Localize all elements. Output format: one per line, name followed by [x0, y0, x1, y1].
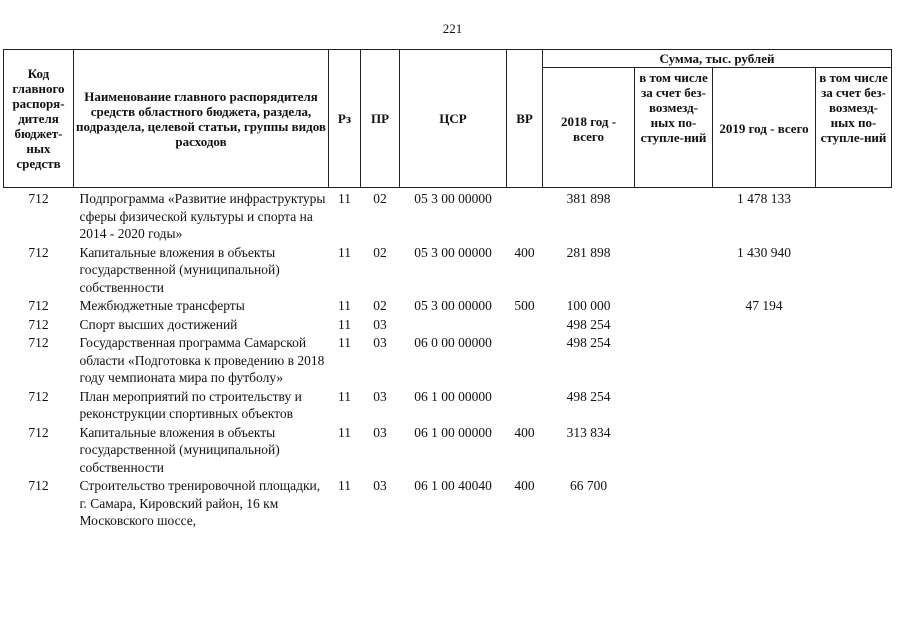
cell-pr: 03	[373, 424, 387, 440]
table-row	[4, 423, 892, 477]
cell-code: 712	[28, 316, 49, 332]
cell-name: План мероприятий по строительству и реконструкции спортивных объектов	[79, 388, 302, 421]
cell-name: Капитальные вложения в объекты государственной (муниципальной) собственности	[79, 424, 280, 475]
cell-2019	[713, 476, 816, 530]
cell-pr: 02	[373, 191, 387, 206]
header-vr: ВР	[507, 50, 543, 188]
cell-csr: 05 3 00 00000	[414, 191, 492, 206]
cell-code: 712	[28, 244, 49, 260]
cell-2018-free	[635, 333, 713, 387]
cell-pr: 02	[373, 298, 387, 313]
cell-2019	[713, 423, 816, 477]
cell-rz: 11	[338, 316, 351, 332]
table-row	[4, 476, 892, 530]
cell-csr: 06 1 00 00000	[414, 424, 492, 440]
cell-vr	[507, 315, 543, 334]
header-code: Код главного распоря-дителя бюджет-ных средств	[4, 50, 74, 188]
cell-2019	[713, 315, 816, 334]
cell-name: Подпрограмма «Развитие инфраструктуры сферы физической культуры и спорта на 2014 - 2020 годы»	[79, 191, 326, 241]
cell-2018: 498 254	[566, 316, 611, 332]
cell-2019-free	[816, 296, 892, 315]
table-row	[4, 315, 892, 334]
table-row	[4, 387, 892, 423]
cell-2018: 381 898	[566, 191, 611, 206]
cell-2019: 47 194	[745, 298, 783, 313]
cell-2018-free	[635, 188, 713, 243]
cell-2018-free	[635, 387, 713, 423]
cell-2019	[713, 387, 816, 423]
table-row	[4, 188, 892, 243]
cell-2019: 1 430 940	[737, 244, 791, 260]
cell-vr	[507, 387, 543, 423]
cell-2018-free	[635, 423, 713, 477]
cell-pr: 03	[373, 335, 387, 350]
cell-2018: 281 898	[566, 244, 611, 260]
cell-rz: 11	[338, 388, 351, 404]
header-sum: Сумма, тыс. рублей	[543, 50, 892, 68]
cell-rz: 11	[338, 424, 351, 440]
cell-code: 712	[28, 478, 49, 493]
cell-vr: 400	[514, 478, 535, 493]
cell-code: 712	[28, 335, 49, 350]
cell-code: 712	[28, 191, 49, 206]
cell-csr: 06 1 00 00000	[414, 388, 492, 404]
cell-2019-free	[816, 476, 892, 530]
cell-2019-free	[816, 243, 892, 297]
budget-table	[3, 49, 892, 530]
header-name: Наименование главного распорядителя средств областного бюджета, раздела, подраздела, целевой статьи, группы видов расходов	[74, 50, 329, 188]
cell-pr: 03	[373, 388, 387, 404]
header-csr: ЦСР	[400, 50, 507, 188]
cell-csr: 05 3 00 00000	[414, 298, 492, 313]
header-row	[4, 50, 892, 68]
cell-name: Межбюджетные трансферты	[79, 298, 245, 313]
header-2018-free: в том числе за счет без-возмезд-ных по-ступле-ний	[635, 68, 713, 188]
cell-vr	[507, 333, 543, 387]
cell-name: Государственная программа Самарской области «Подготовка к проведению в 2018 году чемпионата мира по футболу»	[79, 335, 325, 385]
cell-vr	[507, 188, 543, 243]
cell-pr: 03	[373, 478, 387, 493]
cell-csr: 05 3 00 00000	[414, 244, 492, 260]
cell-name: Капитальные вложения в объекты государственной (муниципальной) собственности	[79, 244, 280, 295]
cell-2018: 498 254	[566, 388, 611, 404]
cell-csr: 06 1 00 40040	[414, 478, 492, 493]
cell-code: 712	[28, 424, 49, 440]
cell-2019-free	[816, 188, 892, 243]
cell-code: 712	[28, 388, 49, 404]
cell-2019	[713, 333, 816, 387]
cell-2018: 313 834	[566, 424, 611, 440]
cell-csr	[400, 315, 507, 334]
cell-2018-free	[635, 243, 713, 297]
cell-rz: 11	[338, 191, 351, 206]
header-2019-free: в том числе за счет без-возмезд-ных по-ступле-ний	[816, 68, 892, 188]
cell-csr: 06 0 00 00000	[414, 335, 492, 350]
cell-2019: 1 478 133	[737, 191, 791, 206]
cell-2018-free	[635, 315, 713, 334]
header-pr: ПР	[361, 50, 400, 188]
table-row	[4, 243, 892, 297]
cell-vr: 400	[514, 424, 535, 440]
cell-rz: 11	[338, 244, 351, 260]
cell-2018: 66 700	[569, 478, 608, 493]
cell-rz: 11	[338, 298, 351, 313]
cell-2018: 100 000	[566, 298, 611, 313]
header-2018-total: 2018 год - всего	[543, 68, 635, 188]
cell-2018-free	[635, 476, 713, 530]
cell-name: Спорт высших достижений	[79, 316, 238, 332]
cell-2019-free	[816, 333, 892, 387]
cell-2019-free	[816, 387, 892, 423]
cell-2018: 498 254	[566, 335, 611, 350]
table-row	[4, 333, 892, 387]
cell-2019-free	[816, 315, 892, 334]
table-body	[4, 188, 892, 530]
cell-pr: 02	[373, 244, 387, 260]
cell-rz: 11	[338, 478, 351, 493]
table-row	[4, 296, 892, 315]
cell-2019-free	[816, 423, 892, 477]
cell-rz: 11	[338, 335, 351, 350]
cell-name: Строительство тренировочной площадки, г. Самара, Кировский район, 16 км Московского шоссе,	[79, 478, 321, 528]
cell-2018-free	[635, 296, 713, 315]
header-2019-total: 2019 год - всего	[713, 68, 816, 188]
cell-vr: 500	[514, 298, 535, 313]
page-number: 221	[442, 21, 463, 36]
cell-pr: 03	[373, 316, 387, 332]
cell-code: 712	[28, 298, 49, 313]
header-rz: Рз	[329, 50, 361, 188]
cell-vr: 400	[514, 244, 535, 260]
